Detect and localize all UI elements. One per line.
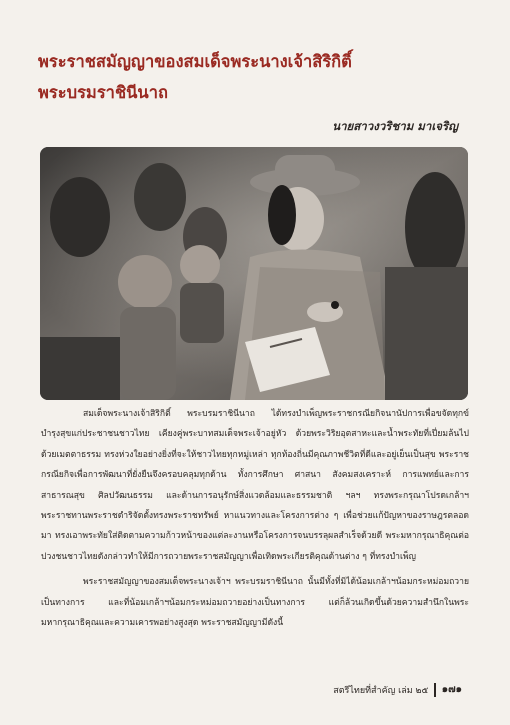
paragraph-1: สมเด็จพระนางเจ้าสิริกิติ์ พระบรมราชินีนาถ ได้ทรงบำเพ็ญพระราชกรณียกิจนานัปการเพื่อขจัดทุกข์บำรุงสุขแก่ประชาชนชาวไทย เคียงคู่พระบาทสมเด็จพระเจ้าอยู่หัว ด้วยพระวิริยอุตสาหะและน้ำพระทัยที่เปี่ยมล้นไปด้วยเมตตาธรรม ทรงห่วงใยอย่างยิ่งที่จะให้ชาวไทยทุกหมู่เหล่า ทุกท้องถิ่นมีคุณภาพชีวิตที่ดีและอยู่เย็นเป็นสุข พระราชกรณียกิจเพื่อการพัฒนาที่ยั่งยืนจึงครอบคลุมทุกด้าน ทั้งการศึกษา ศาสนา สังคมสงเคราะห์ การแพทย์และการสาธารณสุข ศิลปวัฒนธรรม และด้านการอนุรักษ์สิ่งแวดล้อมและธรรมชาติ ฯลฯ ทรงพระกรุณาโปรดเกล้าฯ พระราชทานพระราชดำริจัดตั้งทรงพระราชทรัพย์ หาแนวทางและโครงการต่าง ๆ เพื่อช่วยแก้ปัญหาของราษฎรตลอดมา ทรงเอาพระทัยใส่ติดตามความก้าวหน้าของแต่ละงานหรือโครงการจนบรรลุผลสำเร็จด้วยดี พระมหากรุณาธิคุณต่อปวงชนชาวไทยดังกล่าวทำให้มีการถวายพระราชสมัญญาเพื่อเทิดพระเกียรติคุณด้านต่าง ๆ ที่ทรงบำเพ็ญ: [41, 409, 469, 562]
author-byline: นายสาวงวริชาม มาเจริญ: [332, 119, 458, 133]
footer-divider: [434, 683, 436, 697]
footer-book-title: สตรีไทยที่สำคัญ เล่ม ๒๕: [333, 685, 429, 696]
photo-illustration: [40, 147, 468, 400]
article-title-line-1: พระราชสมัญญาของสมเด็จพระนางเจ้าสิริกิติ์: [38, 52, 352, 71]
page-footer: [333, 682, 462, 697]
article-title-line-2: พระบรมราชินีนาถ: [38, 83, 168, 102]
article-title: [38, 46, 478, 108]
page-number: ๑๗๑: [441, 684, 462, 695]
article-body: [41, 404, 469, 633]
article-photo: [40, 147, 468, 400]
paragraph-2: พระราชสมัญญาของสมเด็จพระนางเจ้าฯ พระบรมราชินีนาถ นั้นมีทั้งที่มิได้น้อมเกล้าฯน้อมกระหม่อมถวายเป็นทางการ และที่น้อมเกล้าฯน้อมกระหม่อมถวายอย่างเป็นทางการ แต่ก็ล้วนเกิดขึ้นด้วยความสำนึกในพระมหากรุณาธิคุณและความเคารพอย่างสูงสุด พระราชสมัญญามีดังนี้: [41, 577, 469, 629]
